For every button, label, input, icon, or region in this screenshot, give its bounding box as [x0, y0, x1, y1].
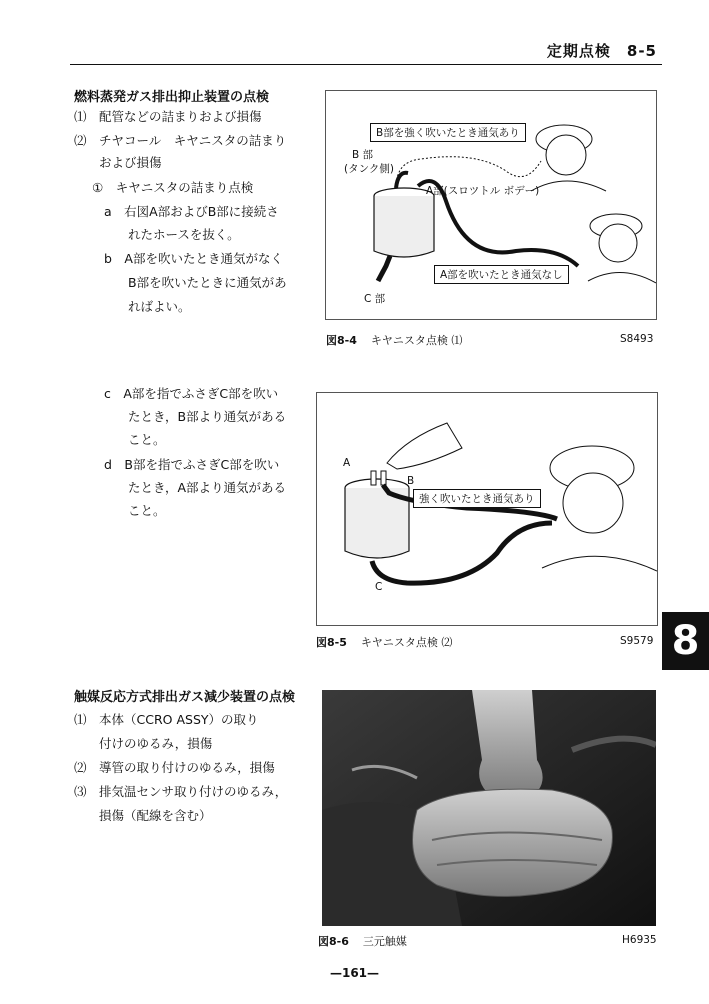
label-strong-blow: 強く吹いたとき通気あり	[413, 489, 541, 508]
section1-heading: 燃料蒸発ガス排出抑止装置の点検	[74, 90, 270, 105]
label-tank-side: (タンク側)	[344, 163, 394, 175]
s1-step-d: d B部を指でふさぎC部を吹い	[104, 457, 280, 472]
figure-8-4-caption	[326, 332, 462, 348]
s2-item-1-cont: 付けのゆるみ，損傷	[74, 736, 213, 751]
label-a-part: A部(スロツトル ボデー)	[426, 185, 540, 197]
header-rule	[70, 64, 662, 65]
page-number: —161—	[329, 966, 380, 980]
canister-check-2-illustration	[317, 393, 657, 625]
section2-heading: 触媒反応方式排出ガス減少装置の点検	[74, 690, 296, 705]
s1-sub-1: ① キヤニスタの詰まり点検	[92, 180, 254, 195]
figure-8-6-caption	[318, 933, 407, 949]
label-b: B	[407, 475, 415, 487]
label-c-part: C 部	[364, 293, 386, 305]
label-a: A	[343, 457, 351, 469]
fig-number: 図8-4	[326, 334, 357, 347]
s1-step-d-cont1: たとき，A部より通気がある	[128, 480, 287, 495]
figure-8-4	[325, 90, 657, 320]
s2-item-3: ⑶ 排気温センサ取り付けのゆるみ，	[74, 784, 288, 799]
page-header-title: 定期点検 8-5	[546, 42, 657, 60]
s2-item-3-cont: 損傷（配線を含む）	[74, 808, 212, 823]
label-b-part: B 部	[352, 149, 374, 161]
s2-item-1: ⑴ 本体（CCRO ASSY）の取り	[74, 712, 259, 727]
label-b-blow: B部を強く吹いたとき通気あり	[370, 123, 526, 142]
s1-step-b-cont1: B部を吹いたときに通気があ	[128, 275, 287, 290]
figure-8-5-code: S9579	[620, 635, 654, 647]
figure-8-6-code: H6935	[622, 934, 657, 946]
fig-title: キヤニスタ点検 ⑴	[370, 334, 463, 347]
fig-title: 三元触媒	[362, 935, 407, 948]
s1-item-2-cont: および損傷	[74, 155, 162, 170]
catalytic-converter-photo	[322, 690, 656, 926]
fig-title: キヤニスタ点検 ⑵	[360, 636, 453, 649]
s1-step-a: a 右図A部およびB部に接続さ	[104, 204, 279, 219]
s1-step-c-cont2: こと。	[128, 432, 166, 447]
figure-8-5-caption	[316, 634, 452, 650]
figure-8-6-photo	[322, 690, 656, 926]
s1-item-2: ⑵ チヤコール キヤニスタの詰まり	[74, 133, 287, 148]
s1-step-c: c A部を指でふさぎC部を吹い	[104, 386, 279, 401]
s1-step-c-cont1: たとき，B部より通気がある	[128, 409, 287, 424]
fig-number: 図8-6	[318, 935, 349, 948]
figure-8-4-code: S8493	[620, 333, 654, 345]
label-c: C	[375, 581, 383, 593]
s1-step-b-cont2: ればよい。	[128, 299, 191, 314]
fig-number: 図8-5	[316, 636, 347, 649]
label-a-blow: A部を吹いたとき通気なし	[434, 265, 569, 284]
s1-step-a-cont: れたホースを抜く。	[128, 227, 240, 242]
s2-item-2: ⑵ 導管の取り付けのゆるみ，損傷	[74, 760, 275, 775]
s1-item-1: ⑴ 配管などの詰まりおよび損傷	[74, 109, 262, 124]
figure-8-5	[316, 392, 658, 626]
s1-step-d-cont2: こと。	[128, 503, 166, 518]
s1-step-b: b A部を吹いたとき通気がなく	[104, 251, 283, 266]
chapter-tab: 8	[662, 612, 709, 670]
